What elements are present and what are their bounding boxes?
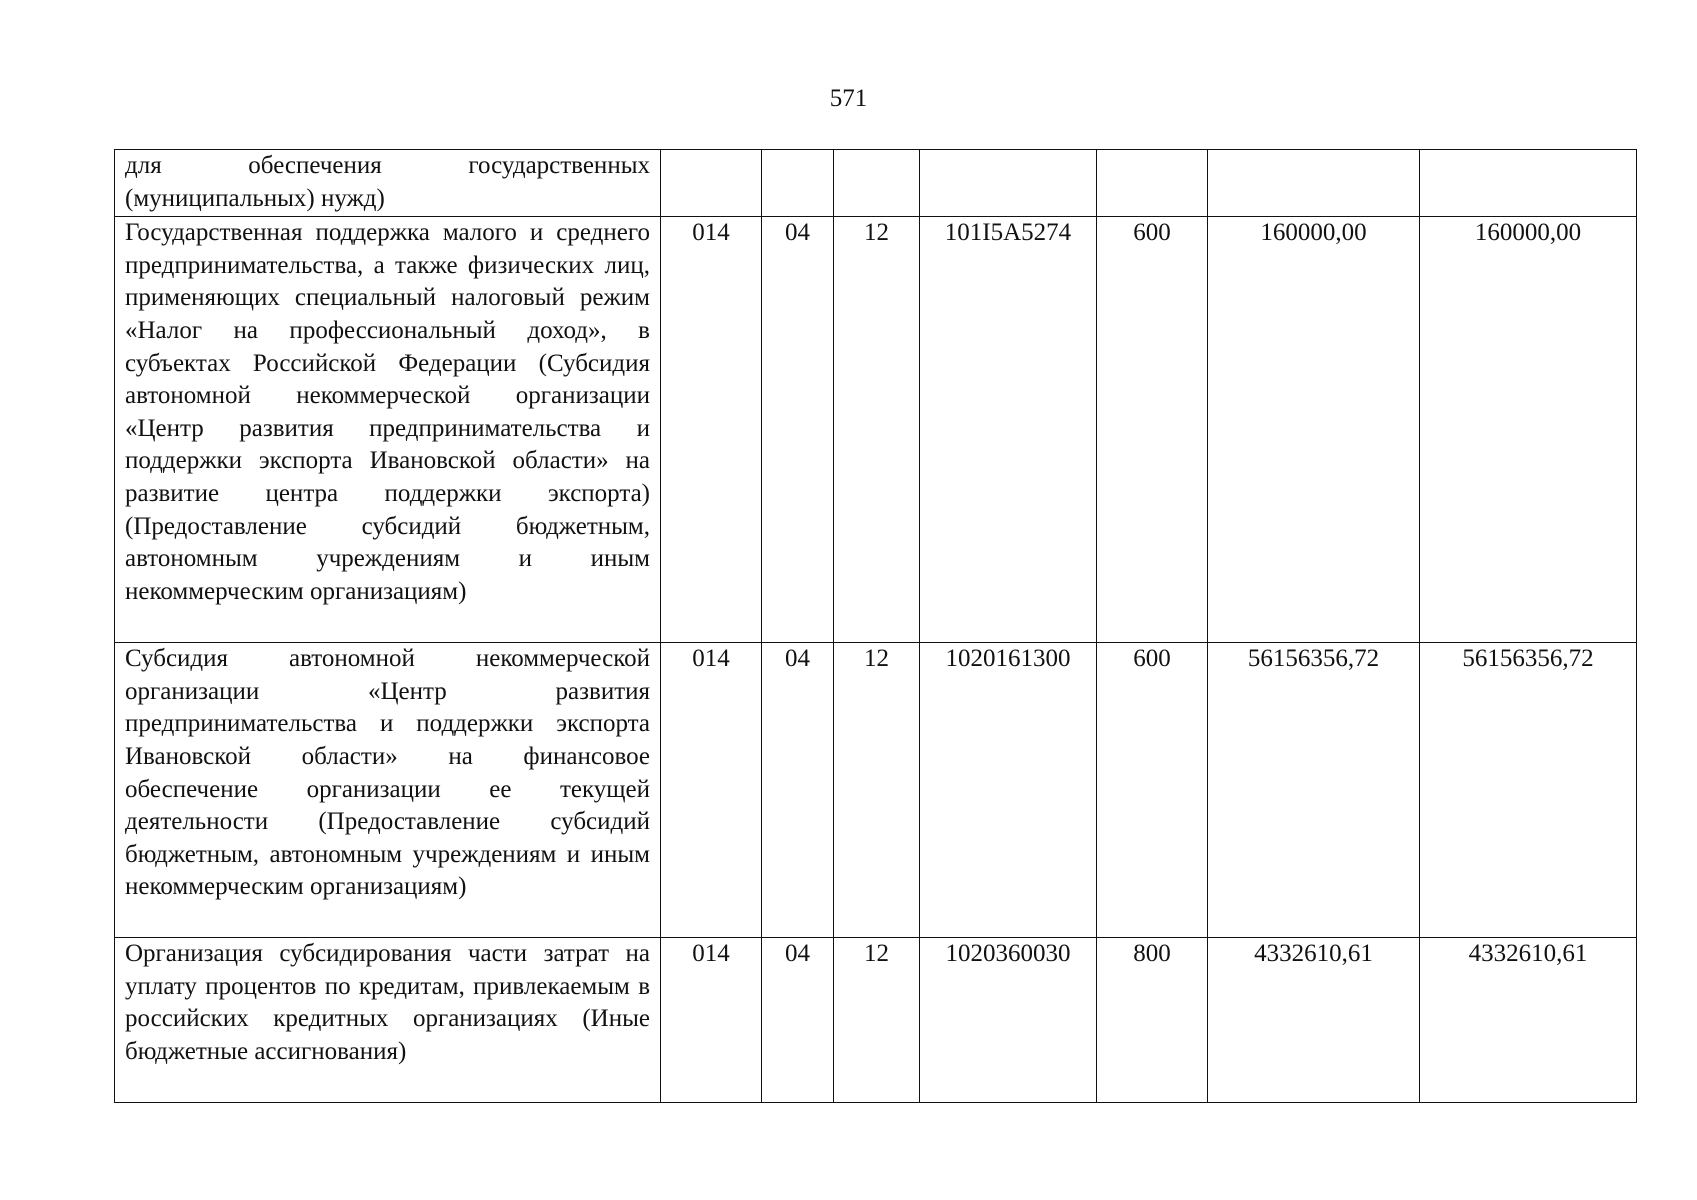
target-article-code: 1020161300 bbox=[920, 643, 1097, 938]
ministry-code: 014 bbox=[661, 643, 762, 938]
expense-type-code bbox=[1097, 150, 1208, 217]
amount-year-2: 56156356,72 bbox=[1420, 643, 1637, 938]
subsection-code: 12 bbox=[834, 217, 920, 643]
subsection-code bbox=[834, 150, 920, 217]
subsection-code: 12 bbox=[834, 643, 920, 938]
row-description: Субсидия автономной некоммерческой организации «Центр развития предпринимательства и поддержки экспорта Ивановской области» на финансовое обеспечение организации ее текущей деятельности (Предоставление субсидий бюджетным, автономным учреждениям и иным некоммерческим организациям) bbox=[115, 643, 661, 938]
ministry-code: 014 bbox=[661, 938, 762, 1103]
expense-type-code: 800 bbox=[1097, 938, 1208, 1103]
table-row bbox=[115, 217, 1637, 643]
budget-table bbox=[114, 149, 1637, 1103]
table-row bbox=[115, 938, 1637, 1103]
row-description: Государственная поддержка малого и среднего предпринимательства, а также физических лиц, применяющих специальный налоговый режим «Налог на профессиональный доход», в субъектах Российской Федерации (Субсидия автономной некоммерческой организации «Центр развития предпринимательства и поддержки экспорта Ивановской области» на развитие центра поддержки экспорта) (Предоставление субсидий бюджетным, автономным учреждениям и иным некоммерческим организациям) bbox=[115, 217, 661, 643]
section-code: 04 bbox=[762, 643, 834, 938]
target-article-code: 1020360030 bbox=[920, 938, 1097, 1103]
section-code bbox=[762, 150, 834, 217]
ministry-code: 014 bbox=[661, 217, 762, 643]
row-description: Организация субсидирования части затрат на уплату процентов по кредитам, привлекаемым в российских кредитных организациях (Иные бюджетные ассигнования) bbox=[115, 938, 661, 1103]
subsection-code: 12 bbox=[834, 938, 920, 1103]
amount-year-2: 160000,00 bbox=[1420, 217, 1637, 643]
amount-year-1 bbox=[1208, 150, 1420, 217]
section-code: 04 bbox=[762, 217, 834, 643]
amount-year-1: 56156356,72 bbox=[1208, 643, 1420, 938]
table-row bbox=[115, 150, 1637, 217]
row-description: для обеспечения государственных (муниципальных) нужд) bbox=[115, 150, 661, 217]
expense-type-code: 600 bbox=[1097, 217, 1208, 643]
amount-year-2 bbox=[1420, 150, 1637, 217]
target-article-code bbox=[920, 150, 1097, 217]
ministry-code bbox=[661, 150, 762, 217]
amount-year-1: 4332610,61 bbox=[1208, 938, 1420, 1103]
amount-year-1: 160000,00 bbox=[1208, 217, 1420, 643]
section-code: 04 bbox=[762, 938, 834, 1103]
table-row bbox=[115, 643, 1637, 938]
amount-year-2: 4332610,61 bbox=[1420, 938, 1637, 1103]
target-article-code: 101I5A5274 bbox=[920, 217, 1097, 643]
expense-type-code: 600 bbox=[1097, 643, 1208, 938]
page-number: 571 bbox=[829, 85, 868, 112]
